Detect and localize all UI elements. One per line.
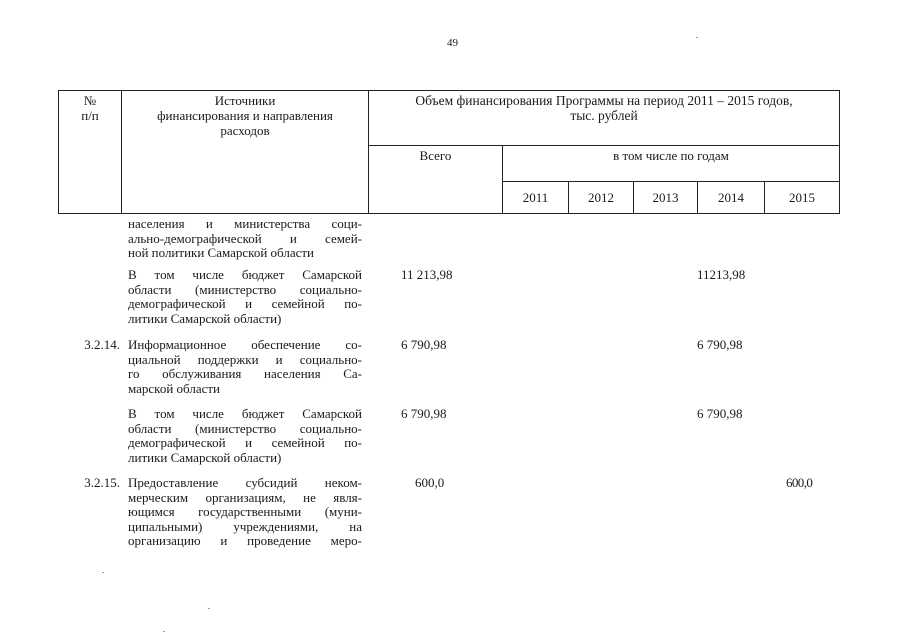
description-line: ной политики Самарской области	[128, 245, 314, 261]
table-row	[0, 476, 905, 556]
row-code: 3.2.15.	[84, 475, 120, 490]
row-description	[128, 217, 362, 261]
description-line: области (министерство социально-	[128, 281, 362, 297]
row-code: 3.2.14.	[84, 337, 120, 352]
header-year-2015: 2015	[765, 182, 840, 214]
description-line: литики Самарской области)	[128, 449, 282, 465]
description-line: В том числе бюджет Самарской	[128, 267, 362, 282]
description-line: литики Самарской области)	[128, 310, 282, 326]
table-row	[0, 407, 905, 469]
row-description	[128, 407, 362, 465]
header-year-2011: 2011	[503, 182, 569, 214]
row-total: 6 790,98	[401, 406, 447, 421]
header-volume: Объем финансирования Программы на период 2011 – 2015 годов, тыс. рублей	[369, 91, 840, 146]
row-description	[128, 476, 362, 549]
description-line: мерческим организациям, не явля-	[128, 489, 362, 505]
row-2015: 600,0	[786, 475, 813, 490]
header-year-2013: 2013	[634, 182, 698, 214]
table-row	[0, 338, 905, 400]
row-total: 600,0	[415, 475, 445, 490]
description-line: демографической и семейной по-	[128, 296, 362, 312]
scan-speck	[102, 572, 104, 573]
row-description	[128, 268, 362, 326]
scan-speck	[696, 37, 698, 38]
description-line: Информационное обеспечение со-	[128, 337, 362, 352]
scan-speck	[163, 631, 165, 632]
scan-speck	[208, 608, 210, 609]
page-number: 49	[447, 37, 458, 49]
header-years-group: в том числе по годам	[503, 146, 840, 182]
description-line: области (министерство социально-	[128, 420, 362, 436]
header-sources: Источники финансирования и направления расходов	[122, 91, 369, 214]
row-2014: 6 790,98	[697, 406, 743, 421]
row-total: 11 213,98	[401, 267, 453, 282]
row-2014: 6 790,98	[697, 337, 743, 352]
description-line: организацию и проведение меро-	[128, 533, 362, 549]
table-header	[58, 90, 840, 214]
header-year-2012: 2012	[569, 182, 634, 214]
header-number: № п/п	[59, 91, 122, 214]
row-2014: 11213,98	[697, 267, 746, 282]
description-line: ципальными) учреждениями, на	[128, 518, 362, 534]
description-line: ющимся государственными (муни-	[128, 504, 362, 520]
description-line: марской области	[128, 380, 220, 396]
description-line: демографической и семейной по-	[128, 435, 362, 451]
description-line: го обслуживания населения Са-	[128, 366, 362, 382]
description-line: В том числе бюджет Самарской	[128, 406, 362, 421]
description-line: Предоставление субсидий неком-	[128, 475, 362, 490]
header-year-2014: 2014	[698, 182, 765, 214]
row-total: 6 790,98	[401, 337, 447, 352]
table-row	[0, 268, 905, 330]
description-line: ально-демографической и семей-	[128, 230, 362, 246]
table-row	[0, 217, 905, 263]
header-total: Всего	[369, 146, 503, 214]
row-description	[128, 338, 362, 396]
description-line: населения и министерства соци-	[128, 216, 362, 231]
description-line: циальной поддержки и социально-	[128, 351, 362, 367]
